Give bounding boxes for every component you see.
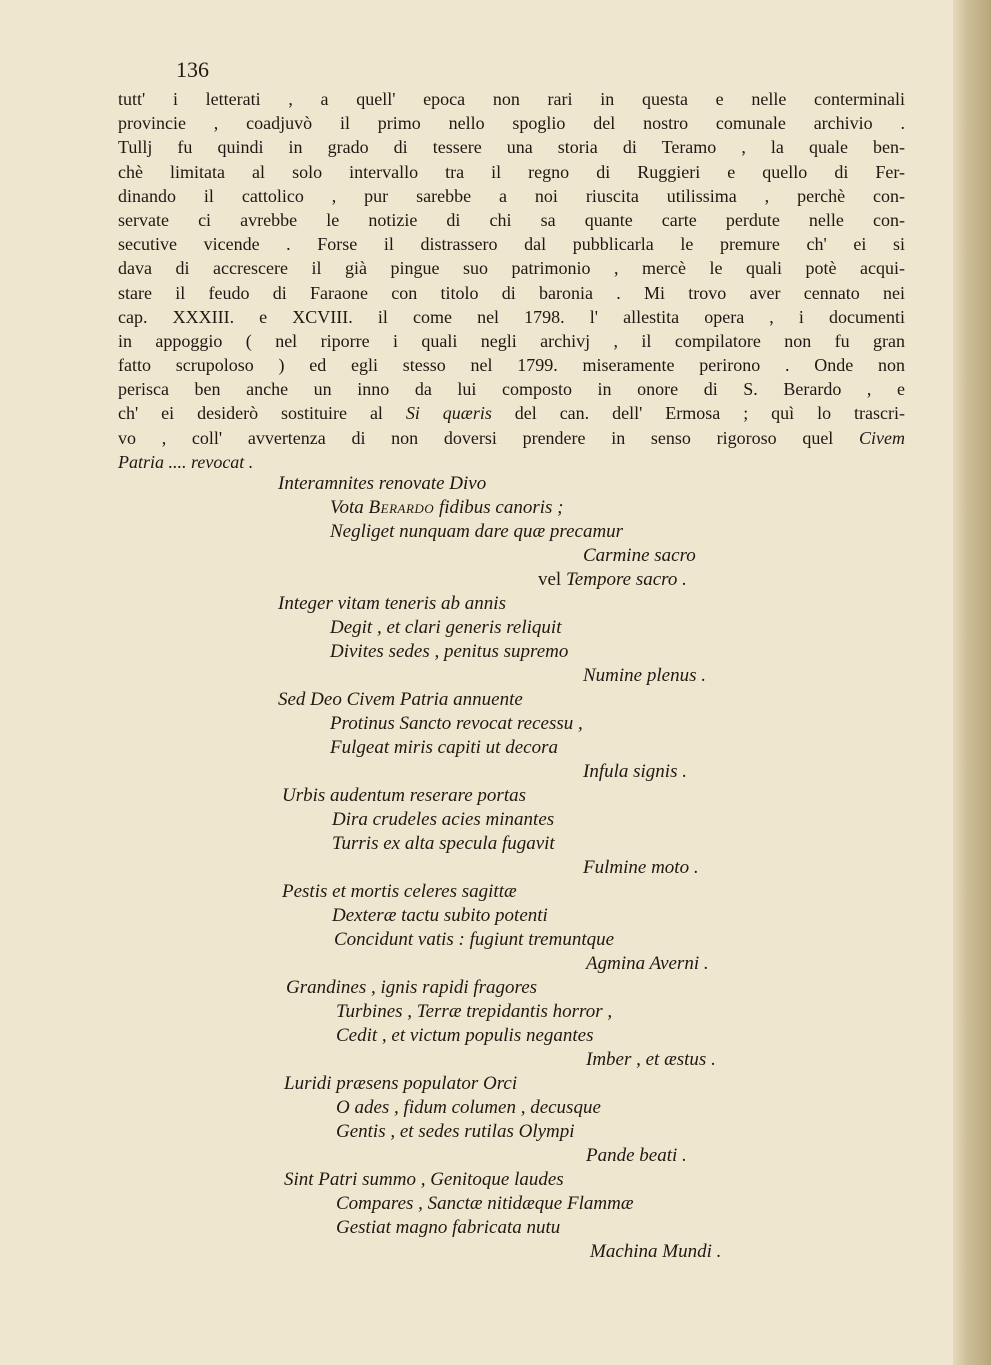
stanza-6-line-4: Imber , et æstus . xyxy=(586,1049,716,1070)
stanza-5-line-4: Agmina Averni . xyxy=(586,953,709,974)
prose-line-14 xyxy=(118,401,905,425)
tempore-sacro: Tempore sacro . xyxy=(565,569,687,590)
prose-line-8: dava di accrescere il già pingue suo patrimonio , mercè le quali potè acqui- xyxy=(118,258,905,279)
prose-line-4: chè limitata al solo intervallo tra il regno di Ruggieri e quello di Fer- xyxy=(118,161,905,182)
stanza-6-line-1: Grandines , ignis rapidi fragores xyxy=(286,977,538,998)
prose-body xyxy=(118,87,905,474)
prose-line-3: Tullj fu quindi in grado di tessere una storia di Teramo , la quale ben- xyxy=(118,137,905,158)
stanza-5-line-1: Pestis et mortis celeres sagittæ xyxy=(282,881,517,902)
prose-line-14-end: del can. dell' Ermosa ; quì lo trascri- xyxy=(514,403,905,424)
stanza-1-line-4: Carmine sacro xyxy=(583,545,696,566)
book-gutter-edge xyxy=(953,0,991,1365)
stanza-5-line-3: Concidunt vatis : fugiunt tremuntque xyxy=(334,929,615,950)
stanza-6-line-3: Cedit , et victum populis negantes xyxy=(336,1025,594,1046)
vota-word: Vota xyxy=(330,497,364,518)
stanza-8-line-4: Machina Mundi . xyxy=(590,1241,722,1262)
stanza-7-line-3: Gentis , et sedes rutilas Olympi xyxy=(336,1121,575,1142)
patria-revocat-italic: Patria .... revocat . xyxy=(118,451,254,472)
prose-line-12: fatto scrupoloso ) ed egli stesso nel 1799. miseramente perirono . Onde non xyxy=(118,355,905,376)
stanza-4-line-4: Fulmine moto . xyxy=(583,857,699,878)
stanza-3-line-4: Infula signis . xyxy=(583,761,687,782)
prose-line-1: tutt' i letterati , a quell' epoca non rari in questa e nelle conterminali xyxy=(118,89,905,109)
stanza-1-line-1: Interamnites renovate Divo xyxy=(278,473,487,494)
stanza-7-line-1: Luridi præsens populator Orci xyxy=(284,1073,518,1094)
si-quaeris-italic: Si quæris xyxy=(405,403,492,424)
prose-line-15 xyxy=(118,426,905,450)
stanza-2-line-4: Numine plenus . xyxy=(583,665,706,686)
stanza-4-line-3: Turris ex alta specula fugavit xyxy=(332,833,555,854)
civem-italic: Civem xyxy=(859,427,905,448)
stanza-7-line-2: O ades , fidum columen , decusque xyxy=(336,1097,601,1118)
stanza-3-line-1: Sed Deo Civem Patria annuente xyxy=(278,689,523,710)
page-number: 136 xyxy=(176,57,209,82)
stanza-4-line-2: Dira crudeles acies minantes xyxy=(332,809,555,830)
stanza-1-line-5 xyxy=(538,568,687,592)
stanza-1-line-3: Negliget nunquam dare quæ precamur xyxy=(330,521,624,542)
prose-line-16 xyxy=(118,450,905,474)
stanza-3-line-2: Protinus Sancto revocat recessu , xyxy=(330,713,583,734)
stanza-2-line-1: Integer vitam teneris ab annis xyxy=(278,593,506,614)
stanza-8-line-3: Gestiat magno fabricata nutu xyxy=(336,1217,561,1238)
prose-line-9: stare il feudo di Faraone con titolo di baronia . Mi trovo aver cennato nei xyxy=(118,282,905,303)
vel-word: vel xyxy=(538,569,562,590)
prose-line-13: perisca ben anche un inno da lui composto in onore di S. Berardo , e xyxy=(118,379,905,400)
prose-line-10: cap. XXXIII. e XCVIII. il come nel 1798. l' allestita opera , i documenti xyxy=(118,306,905,327)
stanza-3-line-3: Fulgeat miris capiti ut decora xyxy=(330,737,558,758)
stanza-2-line-2: Degit , et clari generis reliquit xyxy=(330,617,562,638)
stanza-7-line-4: Pande beati . xyxy=(586,1145,687,1166)
prose-line-15-text: vo , coll' avvertenza di non doversi prendere in senso rigoroso quel xyxy=(118,427,834,448)
stanza-8-line-2: Compares , Sanctæ nitidæque Flammæ xyxy=(336,1193,634,1214)
stanza-4-line-1: Urbis audentum reserare portas xyxy=(282,785,527,806)
fidibus-canoris: fidibus canoris ; xyxy=(438,497,564,518)
prose-line-5: dinando il cattolico , pur sarebbe a noi riuscita utilissima , perchè con- xyxy=(118,185,905,206)
prose-line-7: secutive vicende . Forse il distrassero dal pubblicarla le premure ch' ei si xyxy=(118,234,905,255)
berardo-small-caps: Berardo xyxy=(368,497,435,518)
stanza-6-line-2: Turbines , Terræ trepidantis horror , xyxy=(336,1001,613,1022)
stanza-2-line-3: Divites sedes , penitus supremo xyxy=(330,641,569,662)
stanza-8-line-1: Sint Patri summo , Genitoque laudes xyxy=(284,1169,564,1190)
prose-line-14-start: ch' ei desiderò sostituire al xyxy=(118,403,383,424)
stanza-1-line-2 xyxy=(330,496,564,520)
prose-line-6: servate ci avrebbe le notizie di chi sa quante carte perdute nelle con- xyxy=(118,209,905,230)
prose-line-2: provincie , coadjuvò il primo nello spoglio del nostro comunale archivio . xyxy=(118,113,905,134)
prose-line-11: in appoggio ( nel riporre i quali negli archivj , il compilatore non fu gran xyxy=(118,330,905,351)
stanza-5-line-2: Dexteræ tactu subito potenti xyxy=(332,905,548,926)
